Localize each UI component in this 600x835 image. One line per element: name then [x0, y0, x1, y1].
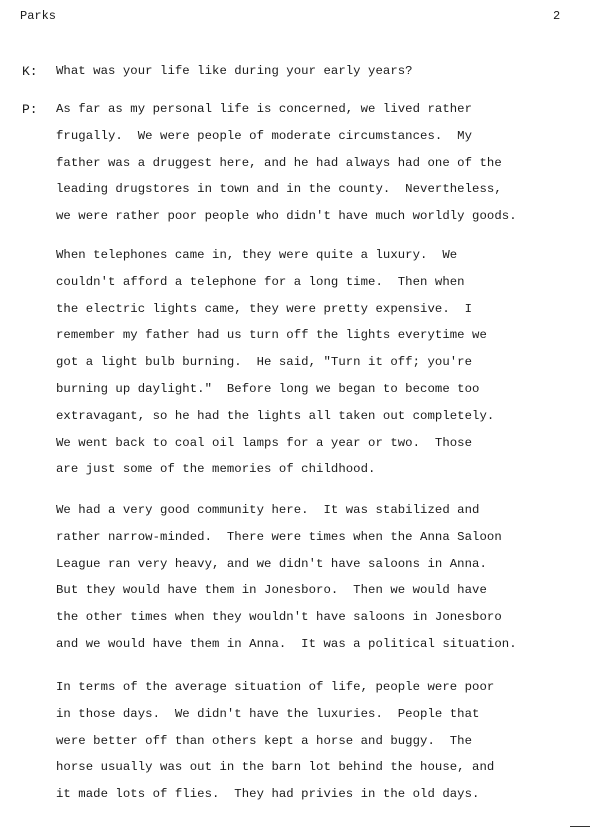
transcript-line: League ran very heavy, and we didn't have saloons in Anna.: [56, 556, 487, 571]
transcript-line: were better off than others kept a horse and buggy. The: [56, 733, 473, 748]
transcript-line: When telephones came in, they were quite a luxury. We: [56, 248, 458, 262]
transcript-line: remember my father had us turn off the lights everytime we: [56, 328, 487, 343]
transcript-line: the electric lights came, they were pretty expensive. I: [56, 301, 473, 316]
transcript-line: What was your life like during your early years?: [56, 64, 413, 78]
page-number: 2: [553, 9, 561, 23]
speaker-label: P:: [22, 102, 38, 117]
transcript-line: and we would have them in Anna. It was a political situation.: [56, 637, 517, 651]
transcript-line: leading drugstores in town and in the county. Nevertheless,: [56, 182, 502, 197]
transcript-line: horse usually was out in the barn lot behind the house, and: [56, 760, 495, 775]
header-name: Parks: [20, 9, 57, 23]
transcript-line: extravagant, so he had the lights all taken out completely.: [56, 408, 495, 423]
transcript-line: it made lots of flies. They had privies in the old days.: [56, 787, 480, 802]
transcript-line: couldn't afford a telephone for a long time. Then when: [56, 274, 465, 289]
transcript-line: got a light bulb burning. He said, "Turn it off; you're: [56, 355, 473, 370]
transcript-line: father was a druggest here, and he had always had one of the: [56, 155, 502, 170]
transcript-line: in those days. We didn't have the luxuries. People that: [56, 706, 480, 721]
transcript-line: As far as my personal life is concerned, we lived rather: [56, 102, 473, 116]
transcript-line: we were rather poor people who didn't have much worldly goods.: [56, 209, 517, 224]
transcript-line: We went back to coal oil lamps for a year or two. Those: [56, 435, 473, 450]
transcript-line: But they would have them in Jonesboro. Then we would have: [56, 583, 487, 598]
transcript-line: rather narrow-minded. There were times when the Anna Saloon: [56, 529, 502, 544]
transcript-line: burning up daylight." Before long we began to become too: [56, 382, 480, 396]
speaker-label: K:: [22, 64, 38, 79]
transcript-line: the other times when they wouldn't have saloons in Jonesboro: [56, 610, 502, 625]
transcript-line: We had a very good community here. It was stabilized and: [56, 503, 480, 517]
transcript-line: are just some of the memories of childhood.: [56, 462, 376, 477]
transcript-line: In terms of the average situation of life, people were poor: [56, 680, 495, 694]
transcript-line: frugally. We were people of moderate circumstances. My: [56, 128, 473, 143]
page-edge-mark: [570, 826, 590, 827]
